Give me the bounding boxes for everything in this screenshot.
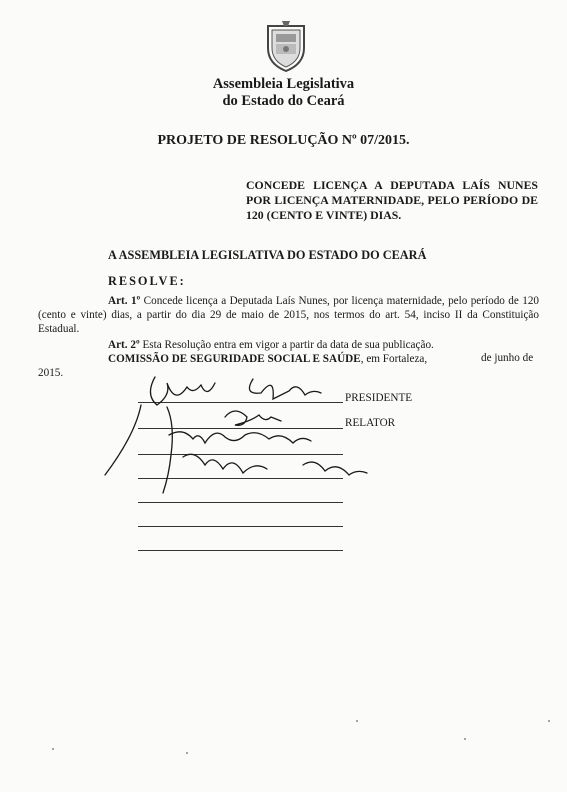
article-2 bbox=[38, 338, 539, 352]
resolve-heading: RESOLVE: bbox=[108, 274, 186, 288]
role-rapporteur: RELATOR bbox=[345, 417, 396, 429]
role-president: PRESIDENTE bbox=[345, 392, 413, 404]
signature-line-7 bbox=[138, 550, 343, 551]
institution-name-line-2: do Estado do Ceará bbox=[222, 93, 345, 109]
scan-speck bbox=[52, 748, 54, 750]
article-2-label: Art. 2º bbox=[108, 339, 140, 351]
handwritten-signatures bbox=[75, 365, 385, 500]
document-summary: CONCEDE LICENÇA A DEPUTADA LAÍS NUNES POR LICENÇA MATERNIDADE, PELO PERÍODO DE 120 (CENTO E VINTE) DIAS. bbox=[246, 178, 538, 222]
signature-line-6 bbox=[138, 526, 343, 527]
place-date-year: 2015. bbox=[38, 367, 64, 379]
scan-speck bbox=[548, 720, 550, 722]
state-coat-of-arms-icon bbox=[262, 18, 310, 74]
scan-speck bbox=[356, 720, 358, 722]
preamble: A ASSEMBLEIA LEGISLATIVA DO ESTADO DO CEARÁ bbox=[108, 248, 427, 262]
article-1-label: Art. 1º bbox=[108, 295, 141, 307]
signature-line-5 bbox=[138, 502, 343, 503]
place-date-text: , em Fortaleza, bbox=[360, 353, 428, 365]
scan-speck bbox=[186, 752, 188, 754]
document-title: PROJETO DE RESOLUÇÃO Nº 07/2015. bbox=[157, 133, 410, 148]
article-1 bbox=[38, 294, 539, 337]
place-date-month: de junho de bbox=[481, 352, 534, 364]
article-1-text: Concede licença a Deputada Laís Nunes, por licença maternidade, pelo período de 120 (cento e vinte) dias, a partir do dia 29 de maio de 2015, nos termos do art. 54, inciso II da Constituição Estadual. bbox=[38, 295, 540, 336]
commission-name: COMISSÃO DE SEGURIDADE SOCIAL E SAÚDE bbox=[108, 353, 361, 365]
article-2-text: Esta Resolução entra em vigor a partir da data de sua publicação. bbox=[139, 339, 434, 351]
institution-name-line-1: Assembleia Legislativa bbox=[212, 76, 355, 92]
scan-speck bbox=[464, 738, 466, 740]
